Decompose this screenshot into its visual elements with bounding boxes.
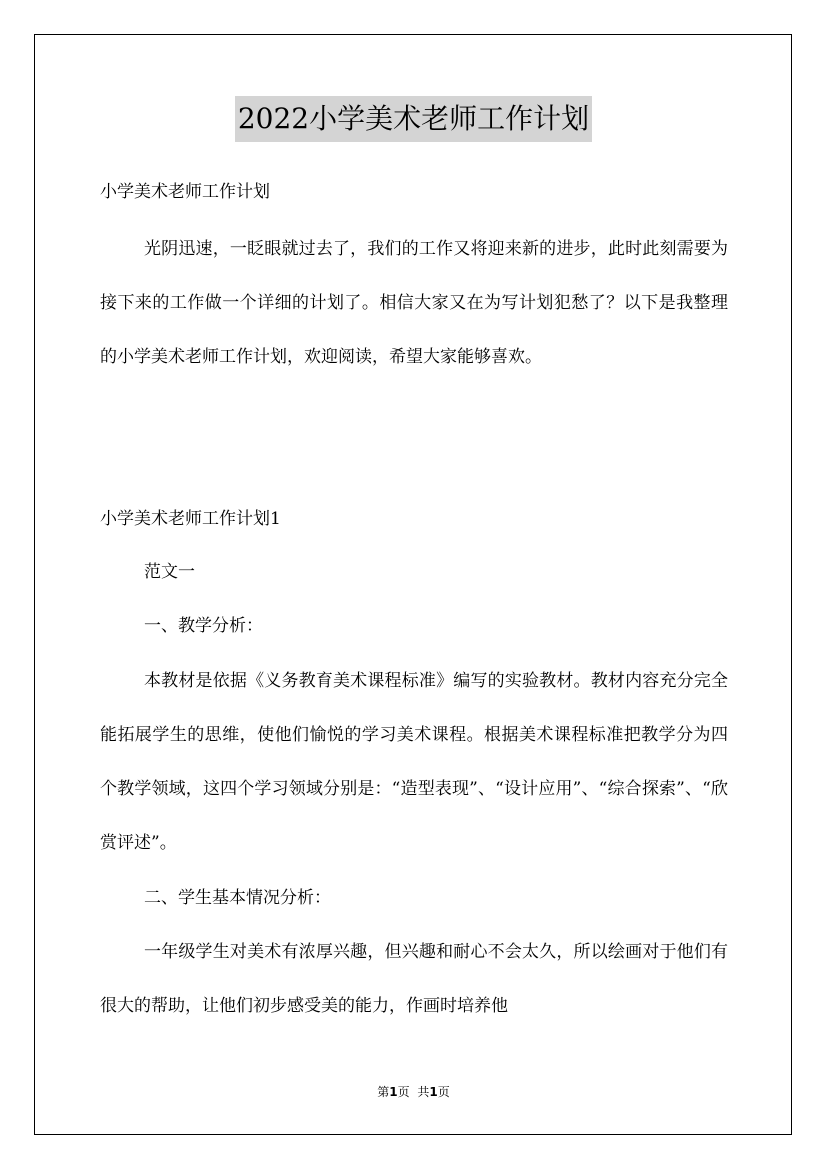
intro-paragraph: 光阴迅速，一眨眼就过去了，我们的工作又将迎来新的进步，此时此刻需要为接下来的工作做一个详细的计划了。相信大家又在为写计划犯愁了？以下是我整理的小学美术老师工作计划，欢迎阅读，希望大家能够喜欢。 bbox=[100, 239, 728, 367]
page-footer bbox=[0, 1083, 827, 1100]
total-prefix: 共 bbox=[417, 1085, 430, 1099]
total-suffix: 页 bbox=[437, 1085, 450, 1099]
students-paragraph: 一年级学生对美术有浓厚兴趣，但兴趣和耐心不会太久，所以绘画对于他们有很大的帮助，让他们初步感受美的能力，作画时培养他 bbox=[100, 942, 728, 1016]
document-title: 2022小学美术老师工作计划 bbox=[235, 96, 592, 142]
subtitle: 小学美术老师工作计划 bbox=[100, 182, 270, 202]
page-prefix: 第 bbox=[377, 1085, 390, 1099]
document-title-wrap bbox=[0, 96, 827, 142]
page-suffix: 页 bbox=[397, 1085, 410, 1099]
teaching-paragraph: 本教材是依据《义务教育美术课程标准》编写的实验教材。教材内容充分完全能拓展学生的思维，使他们愉悦的学习美术课程。根据美术课程标准把教学分为四个教学领域，这四个学习领域分别是：“造型表现”、“设计应用”、“综合探索”、“欣赏评述”。 bbox=[100, 671, 728, 853]
total-pages: 1 bbox=[429, 1085, 438, 1099]
section1-heading: 小学美术老师工作计划1 bbox=[100, 509, 281, 529]
page-number: 1 bbox=[389, 1085, 398, 1099]
fanwen-label: 范文一 bbox=[144, 562, 195, 582]
teaching-heading: 一、教学分析： bbox=[144, 616, 263, 636]
students-heading: 二、学生基本情况分析： bbox=[144, 888, 331, 908]
